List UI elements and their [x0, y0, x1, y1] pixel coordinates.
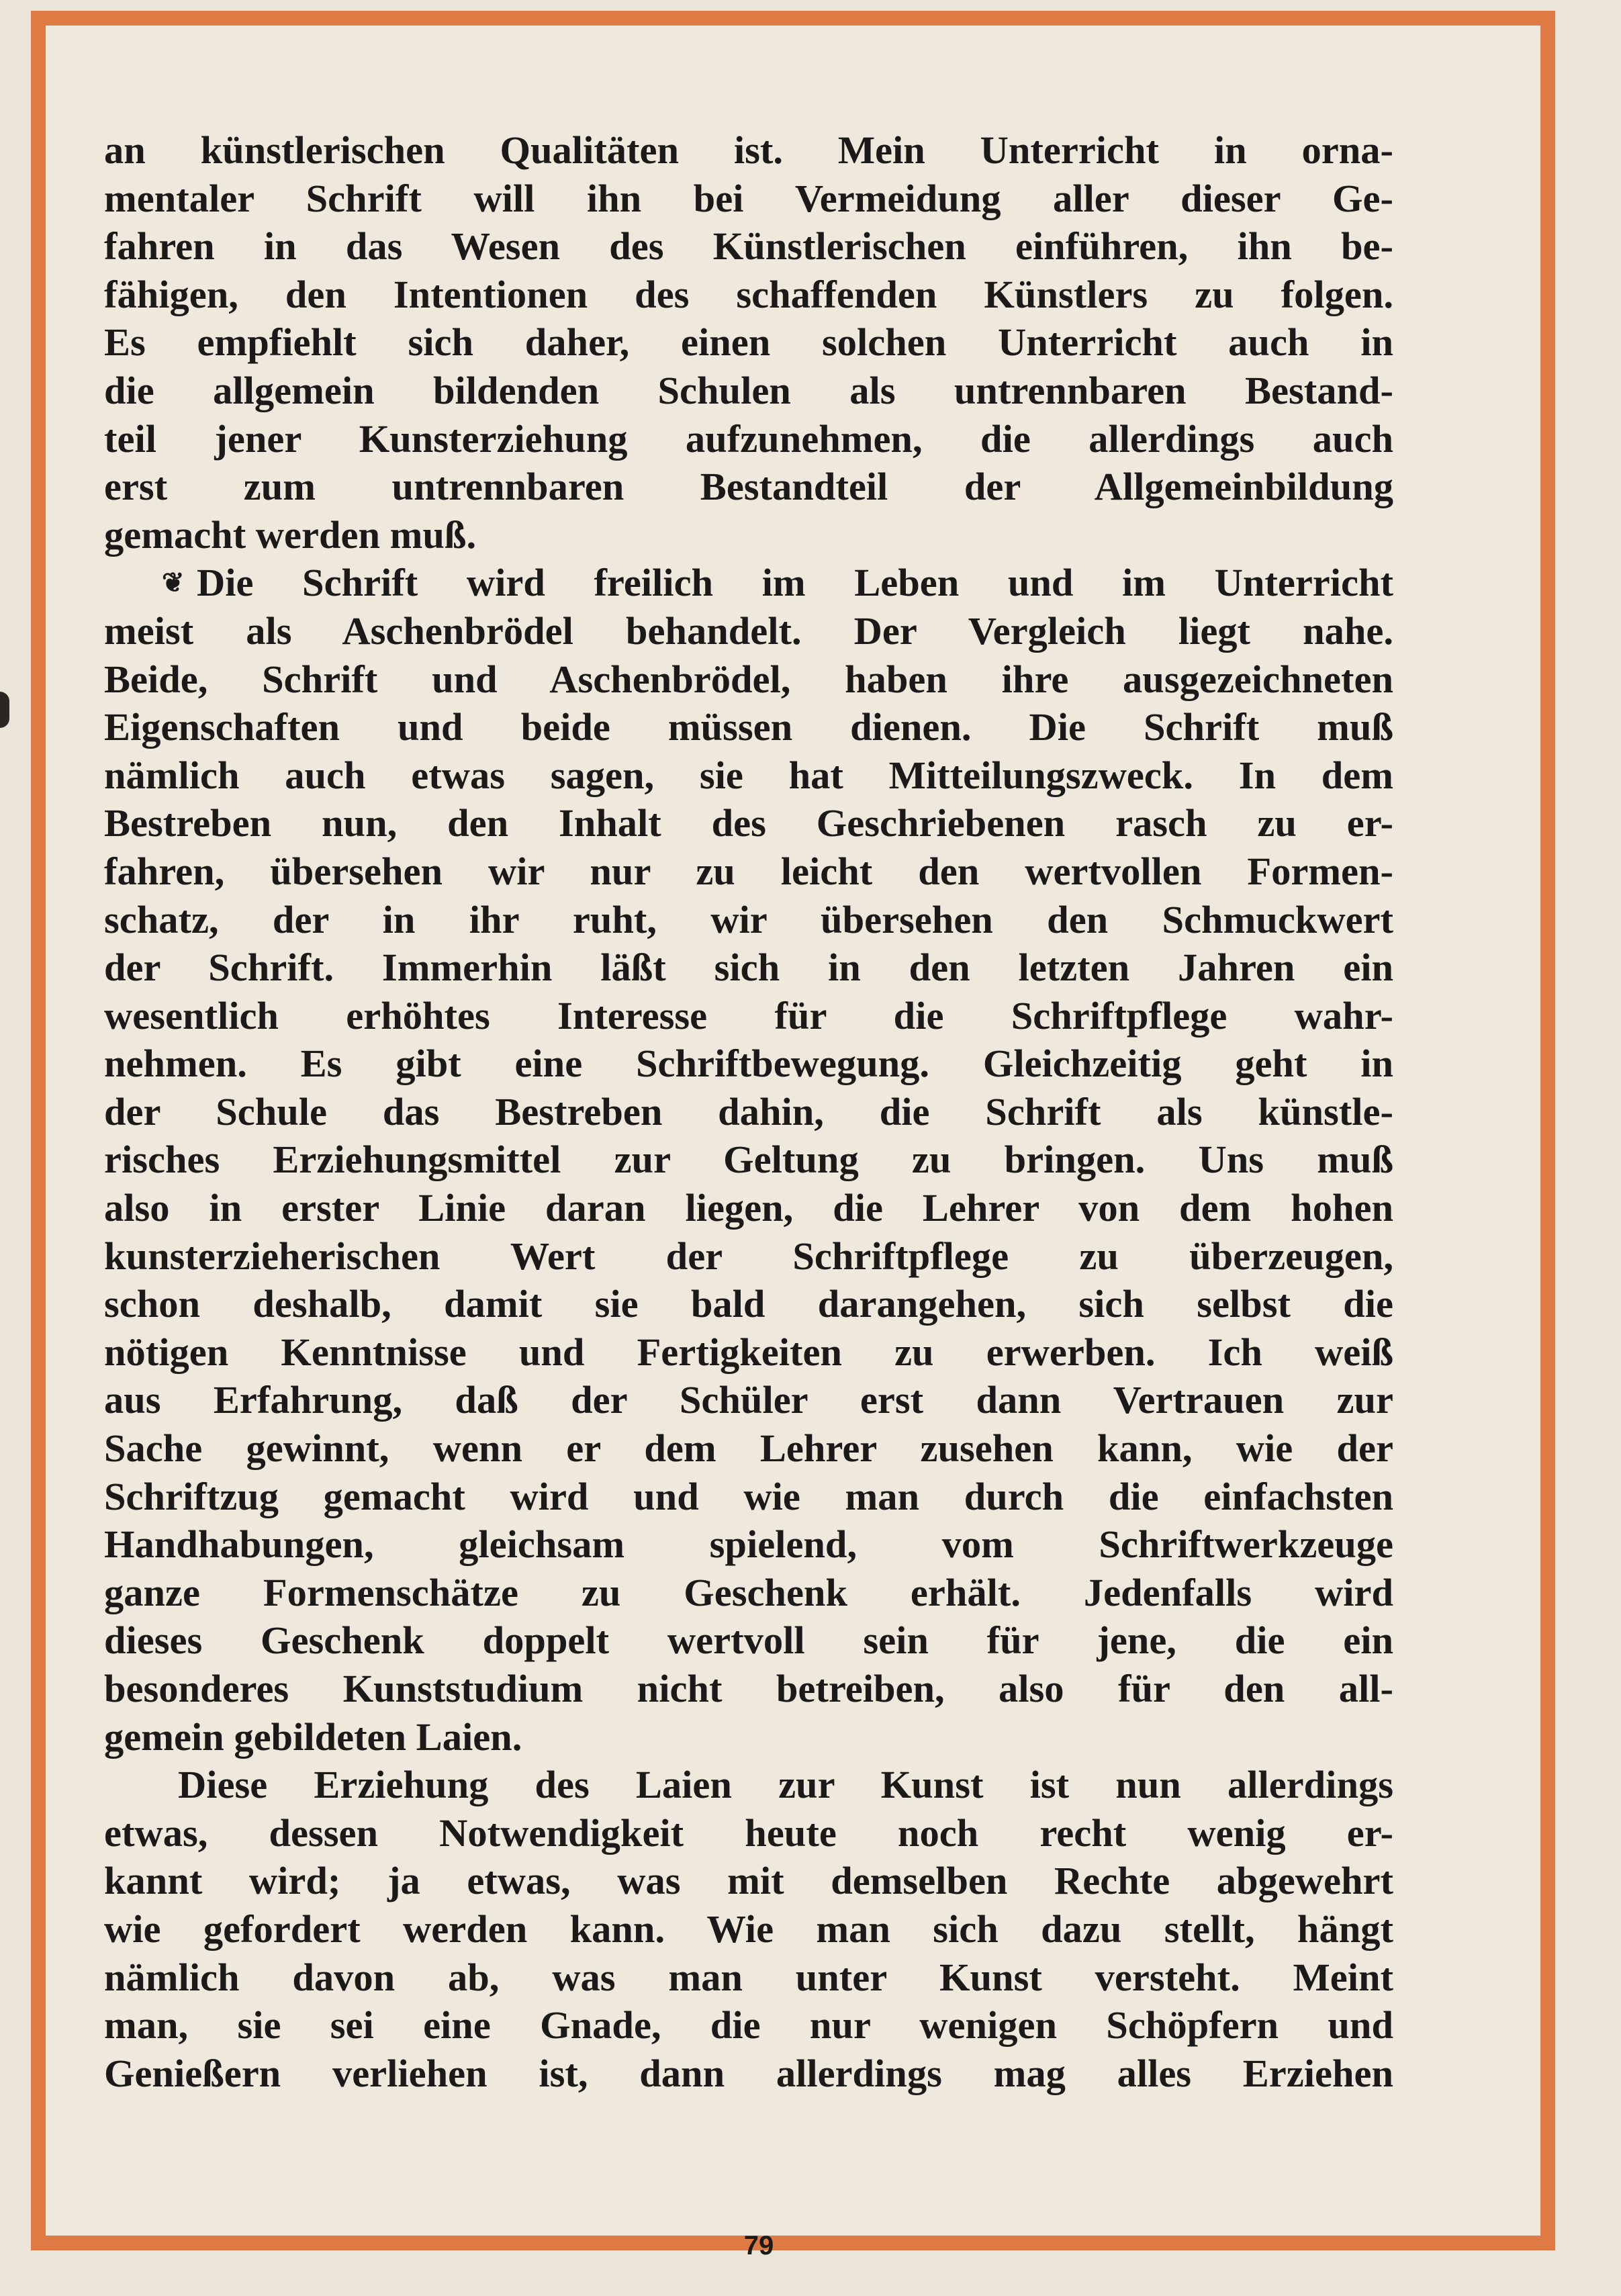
text-line: Diese Erziehung des Laien zur Kunst ist nun allerdings: [178, 1763, 1393, 1807]
text-line: aus Erfahrung, daß der Schüler erst dann Vertrauen zur: [104, 1378, 1393, 1422]
text-line: Es empfiehlt sich daher, einen solchen Unterricht auch in: [104, 320, 1393, 365]
text-line: etwas, dessen Notwendigkeit heute noch recht wenig er-: [104, 1810, 1393, 1855]
text-line: nämlich davon ab, was man unter Kunst versteht. Meint: [104, 1955, 1393, 1999]
text-line: mentaler Schrift will ihn bei Vermeidung aller dieser Ge-: [104, 176, 1393, 220]
text-line: kannt wird; ja etwas, was mit demselben Rechte abgewehrt: [104, 1859, 1393, 1903]
page-number: 79: [743, 2231, 774, 2260]
text-line: Die Schrift wird freilich im Leben und im Unterricht: [197, 561, 1393, 605]
text-line: wesentlich erhöhtes Interesse für die Schriftpflege wahr-: [104, 993, 1393, 1038]
text-line: Eigenschaften und beide müssen dienen. Die Schrift muß: [104, 705, 1393, 749]
paragraph-mark-icon: ❦: [162, 567, 185, 598]
text-line: Sache gewinnt, wenn er dem Lehrer zusehen kann, wie der: [104, 1426, 1393, 1471]
text-line: Schriftzug gemacht wird und wie man durch die einfachsten: [104, 1474, 1393, 1518]
text-line: an künstlerischen Qualitäten ist. Mein Unterricht in orna-: [104, 128, 1393, 172]
text-line: gemein gebildeten Laien.: [104, 1714, 522, 1759]
text-line: schon deshalb, damit sie bald darangehen, sich selbst die: [104, 1282, 1393, 1326]
text-line: dieses Geschenk doppelt wertvoll sein für jene, die ein: [104, 1618, 1393, 1663]
body-text: [104, 126, 1393, 2097]
paragraph-start-line: [104, 559, 1393, 607]
text-line: meist als Aschenbrödel behandelt. Der Vergleich liegt nahe.: [104, 608, 1393, 653]
text-line: der Schule das Bestreben dahin, die Schrift als künstle-: [104, 1089, 1393, 1134]
text-line: fahren in das Wesen des Künstlerischen einführen, ihn be-: [104, 224, 1393, 269]
text-line: fähigen, den Intentionen des schaffenden Künstlers zu folgen.: [104, 272, 1393, 316]
text-line: erst zum untrennbaren Bestandteil der Allgemeinbildung: [104, 465, 1393, 509]
text-line: Beide, Schrift und Aschenbrödel, haben ihre ausgezeichneten: [104, 657, 1393, 701]
text-line: nötigen Kenntnisse und Fertigkeiten zu erwerben. Ich weiß: [104, 1330, 1393, 1374]
text-line: kunsterzieherischen Wert der Schriftpflege zu überzeugen,: [104, 1234, 1393, 1278]
text-line: schatz, der in ihr ruht, wir übersehen den Schmuckwert: [104, 897, 1393, 942]
text-line: risches Erziehungsmittel zur Geltung zu bringen. Uns muß: [104, 1138, 1393, 1182]
text-line: Genießern verliehen ist, dann allerdings mag alles Erziehen: [104, 2051, 1393, 2095]
text-line: wie gefordert werden kann. Wie man sich dazu stellt, hängt: [104, 1907, 1393, 1951]
text-line: Handhabungen, gleichsam spielend, vom Schriftwerkzeuge: [104, 1522, 1393, 1567]
text-line: Bestreben nun, den Inhalt des Geschriebenen rasch zu er-: [104, 801, 1393, 845]
text-line: man, sie sei eine Gnade, die nur wenigen Schöpfern und: [104, 2003, 1393, 2048]
binding-mark: [0, 692, 9, 728]
text-line: ganze Formenschätze zu Geschenk erhält. Jedenfalls wird: [104, 1570, 1393, 1614]
text-line: nämlich auch etwas sagen, sie hat Mitteilungszweck. In dem: [104, 753, 1393, 797]
text-line: der Schrift. Immerhin läßt sich in den letzten Jahren ein: [104, 946, 1393, 990]
text-line: die allgemein bildenden Schulen als untrennbaren Bestand-: [104, 368, 1393, 412]
text-line: teil jener Kunsterziehung aufzunehmen, die allerdings auch: [104, 416, 1393, 461]
text-line: gemacht werden muß.: [104, 512, 477, 557]
text-line: besonderes Kunststudium nicht betreiben, also für den all-: [104, 1667, 1393, 1710]
text-line: nehmen. Es gibt eine Schriftbewegung. Gleichzeitig geht in: [104, 1042, 1393, 1086]
text-line: also in erster Linie daran liegen, die Lehrer von dem hohen: [104, 1186, 1393, 1230]
text-line: fahren, übersehen wir nur zu leicht den wertvollen Formen-: [104, 849, 1393, 893]
